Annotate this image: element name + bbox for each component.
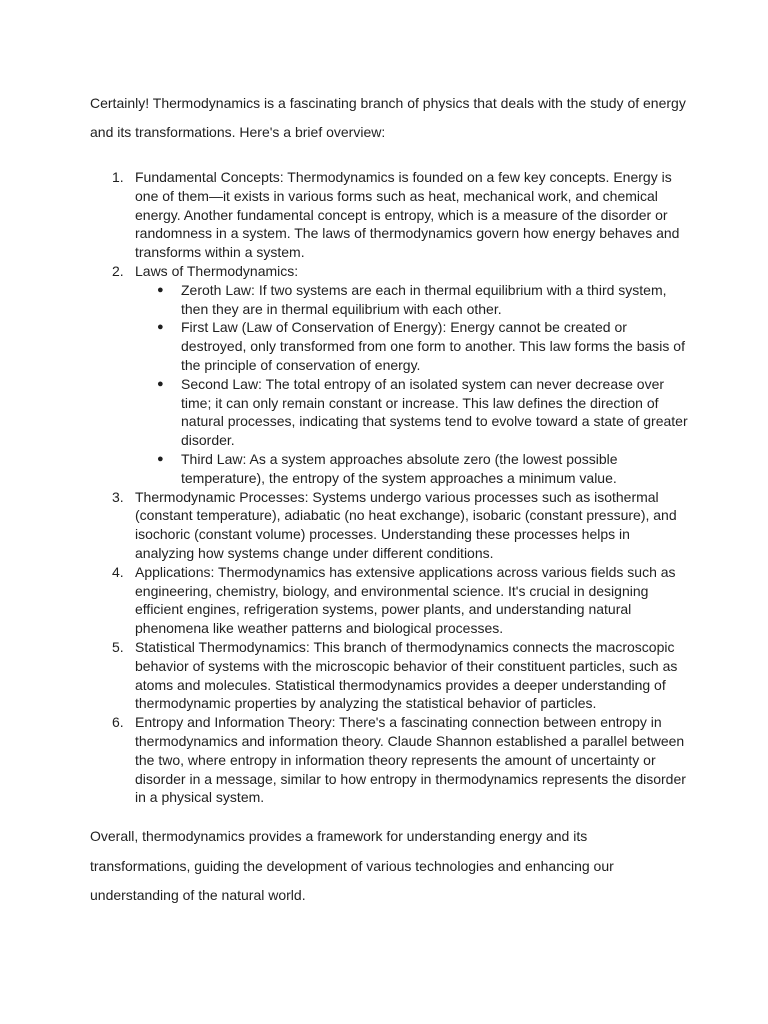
law-item <box>135 281 690 319</box>
list-item-text: Applications: Thermodynamics has extensive applications across various fields such as engineering, chemistry, biology, and environmental science. It's crucial in designing efficient engines, refrigeration systems, power plants, and understanding natural phenomena like weather patterns and biological processes. <box>135 563 676 637</box>
list-number: 3. <box>112 488 124 505</box>
law-item <box>135 450 690 488</box>
list-number: 2. <box>112 262 124 279</box>
list-item <box>90 713 690 807</box>
law-text: Zeroth Law: If two systems are each in thermal equilibrium with a third system, then they are in thermal equilibrium with each other. <box>181 281 667 317</box>
list-item-text: Laws of Thermodynamics: <box>135 262 299 279</box>
bullet-icon: ● <box>157 452 164 465</box>
list-item-text: Entropy and Information Theory: There's a fascinating connection between entropy in thermodynamics and information theory. Claude Shannon established a parallel between the two, where entropy in information theory represents the amount of uncertainty or disorder in a message, similar to how entropy in thermodynamics represents the disorder in a physical system. <box>135 714 686 806</box>
law-text: First Law (Law of Conservation of Energy): Energy cannot be created or destroyed, only transformed from one form to another. This law forms the basis of the principle of conservation of energy. <box>181 319 685 373</box>
list-item <box>90 262 690 488</box>
bullet-icon: ● <box>157 283 164 296</box>
list-item-text: Fundamental Concepts: Thermodynamics is founded on a few key concepts. Energy is one of them—it exists in various forms such as heat, mechanical work, and chemical energy. Another fundamental concept is entropy, which is a measure of the disorder or randomness in a system. The laws of thermodynamics govern how energy behaves and transforms within a system. <box>135 169 680 261</box>
law-item <box>135 318 690 374</box>
overview-list <box>90 168 690 807</box>
list-item <box>90 563 690 638</box>
list-item <box>90 488 690 563</box>
intro-paragraph: Certainly! Thermodynamics is a fascinating branch of physics that deals with the study of energy and its transformations. Here's a brief overview: <box>90 95 686 140</box>
law-item <box>135 375 690 450</box>
law-text: Second Law: The total entropy of an isolated system can never decrease over time; it can only remain constant or increase. This law defines the direction of natural processes, indicating that systems tend to evolve toward a state of greater disorder. <box>181 375 688 449</box>
list-number: 5. <box>112 638 124 655</box>
list-number: 1. <box>112 169 124 185</box>
conclusion-paragraph: Overall, thermodynamics provides a framework for understanding energy and its transformations, guiding the development of various technologies and enhancing our understanding of the natural world. <box>90 828 614 903</box>
list-item-text: Thermodynamic Processes: Systems undergo various processes such as isothermal (constant temperature), adiabatic (no heat exchange), isobaric (constant pressure), and isochoric (constant volume) processes. Understanding these processes helps in analyzing how systems change under different conditions. <box>135 488 677 561</box>
list-item <box>90 168 690 262</box>
law-text: Third Law: As a system approaches absolute zero (the lowest possible temperature), the entropy of the system approaches a minimum value. <box>181 450 618 486</box>
list-number: 4. <box>112 563 124 580</box>
laws-list <box>135 281 690 488</box>
list-item-text: Statistical Thermodynamics: This branch of thermodynamics connects the macroscopic behavior of systems with the microscopic behavior of their constituent particles, such as atoms and molecules. Statistical thermodynamics provides a deeper understanding of thermodynamic properties by analyzing the statistical behavior of particles. <box>135 638 678 712</box>
bullet-icon: ● <box>157 377 164 390</box>
bullet-icon: ● <box>157 321 164 334</box>
list-item <box>90 638 690 713</box>
list-number: 6. <box>112 714 124 731</box>
